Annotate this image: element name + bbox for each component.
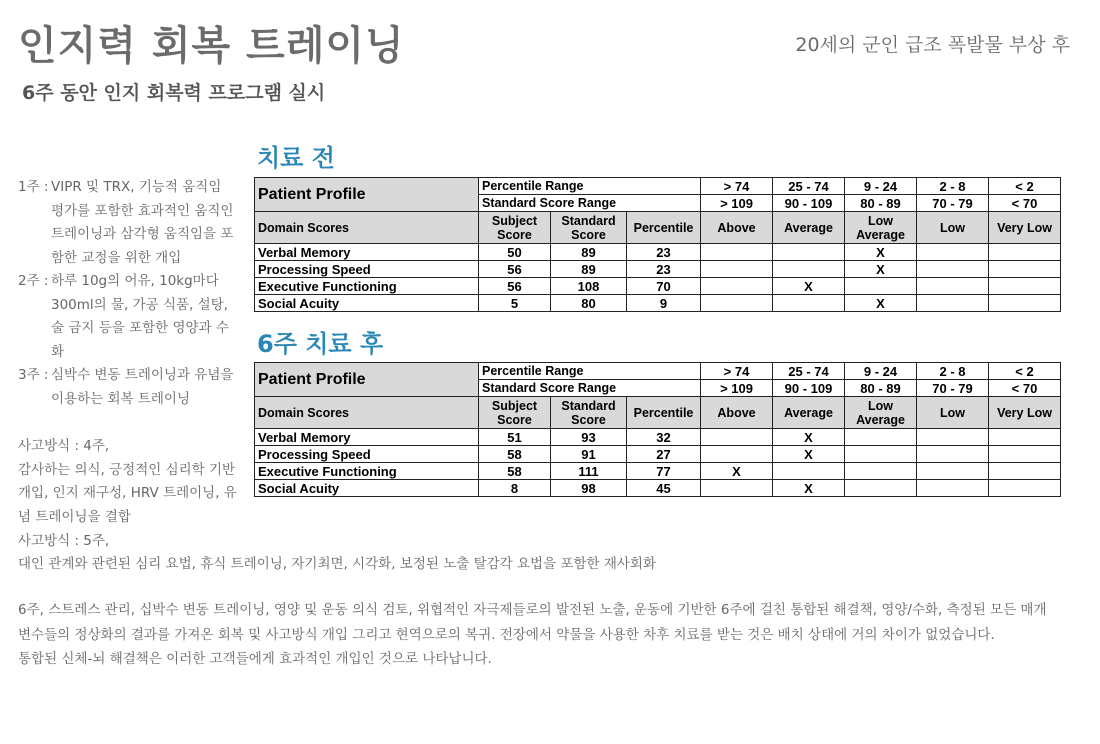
domain-name: Processing Speed xyxy=(255,446,479,463)
band-mark xyxy=(917,244,989,261)
percentile-value: 70 xyxy=(627,278,701,295)
band-percentile: < 2 xyxy=(989,178,1061,195)
table-row xyxy=(255,244,1061,261)
band-mark: X xyxy=(845,295,917,312)
before-score-table xyxy=(254,177,1061,312)
table-row xyxy=(255,295,1061,312)
standard-score: 91 xyxy=(551,446,627,463)
band-label: Low xyxy=(917,212,989,244)
band-mark xyxy=(773,295,845,312)
band-mark xyxy=(917,446,989,463)
band-standard: > 109 xyxy=(701,380,773,397)
band-standard: < 70 xyxy=(989,195,1061,212)
percentile-value: 27 xyxy=(627,446,701,463)
band-label: Average xyxy=(773,212,845,244)
band-mark xyxy=(989,261,1061,278)
page-subtitle: 6주 동안 인지 회복력 프로그램 실시 xyxy=(22,82,326,104)
band-label: Very Low xyxy=(989,397,1061,429)
table-row xyxy=(255,463,1061,480)
table-row xyxy=(255,480,1061,497)
band-label: Average xyxy=(773,397,845,429)
band-standard: < 70 xyxy=(989,380,1061,397)
band-percentile: > 74 xyxy=(701,178,773,195)
band-standard: 90 - 109 xyxy=(773,195,845,212)
before-title: 치료 전 xyxy=(257,144,335,172)
week4-text: 감사하는 의식, 긍정적인 심리학 기반 개입, 인지 재구성, HRV 트레이닝, 유념 트레이닝을 결합 xyxy=(18,461,237,525)
band-mark: X xyxy=(773,446,845,463)
subject-score: 58 xyxy=(479,463,551,480)
domain-name: Social Acuity xyxy=(255,295,479,312)
percentile-value: 23 xyxy=(627,261,701,278)
band-mark xyxy=(845,446,917,463)
band-mark xyxy=(701,261,773,278)
standard-score-range-label: Standard Score Range xyxy=(479,195,701,212)
band-mark xyxy=(773,261,845,278)
band-mark xyxy=(989,463,1061,480)
standard-score: 108 xyxy=(551,278,627,295)
band-mark xyxy=(989,480,1061,497)
week-item xyxy=(18,270,238,364)
summary-line: 변수들의 정상화의 결과를 가져온 회복 및 사고방식 개입 그리고 현역으로의 복귀. 전장에서 약물을 사용한 차후 치료를 받는 것은 배치 상태에 거의 차이가 없었습니다. xyxy=(18,626,995,643)
band-mark xyxy=(701,429,773,446)
standard-score: 89 xyxy=(551,261,627,278)
percentile-value: 9 xyxy=(627,295,701,312)
week-text: 심박수 변동 트레이닝과 유념을 이용하는 회복 트레이닝 xyxy=(51,367,234,407)
band-standard: 70 - 79 xyxy=(917,195,989,212)
summary-line: 6주, 스트레스 관리, 십박수 변동 트레이닝, 영양 및 운동 의식 검토, 위협적인 자극제들로의 발전된 노출, 운동에 기반한 6주에 걸친 통합된 해결책, 영양/수화, 측정된 모든 매개 xyxy=(18,602,1047,618)
subject-score: 8 xyxy=(479,480,551,497)
page-title: 인지력 회복 트레이닝 xyxy=(18,23,405,69)
band-percentile: 2 - 8 xyxy=(917,178,989,195)
band-label: Low xyxy=(917,397,989,429)
week5-heading: 사고방식 : 5주, xyxy=(18,533,110,549)
table-row xyxy=(255,429,1061,446)
standard-score: 93 xyxy=(551,429,627,446)
band-mark xyxy=(845,278,917,295)
band-standard: 80 - 89 xyxy=(845,380,917,397)
percentile-value: 77 xyxy=(627,463,701,480)
subject-score: 5 xyxy=(479,295,551,312)
band-mark xyxy=(917,278,989,295)
summary-paragraph xyxy=(18,598,1088,672)
week5-text: 대인 관계와 관련된 심리 요법, 휴식 트레이닝, 자기최면, 시각화, 보정된 노출 탈감각 요법을 포함한 재사회화 xyxy=(18,556,657,572)
subject-score: 51 xyxy=(479,429,551,446)
band-mark: X xyxy=(845,261,917,278)
week-number: 2주 : xyxy=(18,273,49,289)
band-percentile: 25 - 74 xyxy=(773,178,845,195)
band-mark xyxy=(917,261,989,278)
band-mark: X xyxy=(773,480,845,497)
standard-score-header: Standard Score xyxy=(551,212,627,244)
band-label: Very Low xyxy=(989,212,1061,244)
band-label: Above xyxy=(701,397,773,429)
band-standard: 80 - 89 xyxy=(845,195,917,212)
standard-score: 80 xyxy=(551,295,627,312)
domain-name: Verbal Memory xyxy=(255,244,479,261)
domain-name: Executive Functioning xyxy=(255,278,479,295)
band-mark xyxy=(701,244,773,261)
patient-profile-label: Patient Profile xyxy=(255,178,479,212)
week-text: 하루 10g의 어유, 10kg마다 300ml의 물, 가공 식품, 설탕, 술 금지 등을 포함한 영양과 수화 xyxy=(51,273,229,360)
band-mark xyxy=(845,463,917,480)
patient-profile-label: Patient Profile xyxy=(255,363,479,397)
case-description: 20세의 군인 급조 폭발물 부상 후 xyxy=(795,34,1070,56)
domain-name: Processing Speed xyxy=(255,261,479,278)
table-row xyxy=(255,278,1061,295)
percentile-value: 45 xyxy=(627,480,701,497)
domain-scores-label: Domain Scores xyxy=(255,212,479,244)
week4-heading: 사고방식 : 4주, xyxy=(18,438,110,454)
percentile-value: 32 xyxy=(627,429,701,446)
domain-scores-label: Domain Scores xyxy=(255,397,479,429)
band-mark xyxy=(917,480,989,497)
band-label: Above xyxy=(701,212,773,244)
standard-score-range-label: Standard Score Range xyxy=(479,380,701,397)
band-mark xyxy=(917,463,989,480)
band-mark: X xyxy=(773,278,845,295)
percentile-range-label: Percentile Range xyxy=(479,363,701,380)
standard-score-header: Standard Score xyxy=(551,397,627,429)
band-mark xyxy=(701,295,773,312)
band-mark: X xyxy=(701,463,773,480)
band-mark xyxy=(917,295,989,312)
domain-name: Verbal Memory xyxy=(255,429,479,446)
band-mark xyxy=(845,429,917,446)
band-mark xyxy=(989,244,1061,261)
band-mark xyxy=(701,480,773,497)
band-percentile: 9 - 24 xyxy=(845,363,917,380)
program-description xyxy=(18,176,238,529)
band-mark xyxy=(701,278,773,295)
band-standard: > 109 xyxy=(701,195,773,212)
domain-name: Social Acuity xyxy=(255,480,479,497)
table-row xyxy=(255,261,1061,278)
table-row xyxy=(255,446,1061,463)
subject-score-header: Subject Score xyxy=(479,397,551,429)
week-item xyxy=(18,176,238,270)
band-mark: X xyxy=(845,244,917,261)
subject-score: 56 xyxy=(479,261,551,278)
band-label: Low Average xyxy=(845,212,917,244)
band-mark xyxy=(773,244,845,261)
band-percentile: > 74 xyxy=(701,363,773,380)
band-mark xyxy=(989,429,1061,446)
subject-score: 50 xyxy=(479,244,551,261)
percentile-header: Percentile xyxy=(627,397,701,429)
band-mark xyxy=(917,429,989,446)
band-mark xyxy=(773,463,845,480)
standard-score: 89 xyxy=(551,244,627,261)
band-mark xyxy=(701,446,773,463)
week-item xyxy=(18,364,238,411)
subject-score-header: Subject Score xyxy=(479,212,551,244)
after-title: 6주 치료 후 xyxy=(257,330,384,358)
band-percentile: 9 - 24 xyxy=(845,178,917,195)
band-mark xyxy=(989,295,1061,312)
percentile-header: Percentile xyxy=(627,212,701,244)
standard-score: 98 xyxy=(551,480,627,497)
band-label: Low Average xyxy=(845,397,917,429)
after-score-table xyxy=(254,362,1061,497)
week-text: VIPR 및 TRX, 기능적 움직임 평가를 포함한 효과적인 움직인 트레이닝과 삼각형 움직임을 포함한 교정을 위한 개입 xyxy=(51,179,234,266)
percentile-range-label: Percentile Range xyxy=(479,178,701,195)
band-standard: 70 - 79 xyxy=(917,380,989,397)
band-mark xyxy=(989,446,1061,463)
band-percentile: 2 - 8 xyxy=(917,363,989,380)
week-number: 1주 : xyxy=(18,179,49,195)
domain-name: Executive Functioning xyxy=(255,463,479,480)
band-mark: X xyxy=(773,429,845,446)
week-number: 3주 : xyxy=(18,367,49,383)
band-mark xyxy=(845,480,917,497)
subject-score: 56 xyxy=(479,278,551,295)
band-percentile: < 2 xyxy=(989,363,1061,380)
summary-line: 통합된 신체-뇌 해결책은 이러한 고객들에게 효과적인 개입인 것으로 나타납니다. xyxy=(18,651,492,667)
band-mark xyxy=(989,278,1061,295)
band-standard: 90 - 109 xyxy=(773,380,845,397)
standard-score: 111 xyxy=(551,463,627,480)
percentile-value: 23 xyxy=(627,244,701,261)
band-percentile: 25 - 74 xyxy=(773,363,845,380)
subject-score: 58 xyxy=(479,446,551,463)
